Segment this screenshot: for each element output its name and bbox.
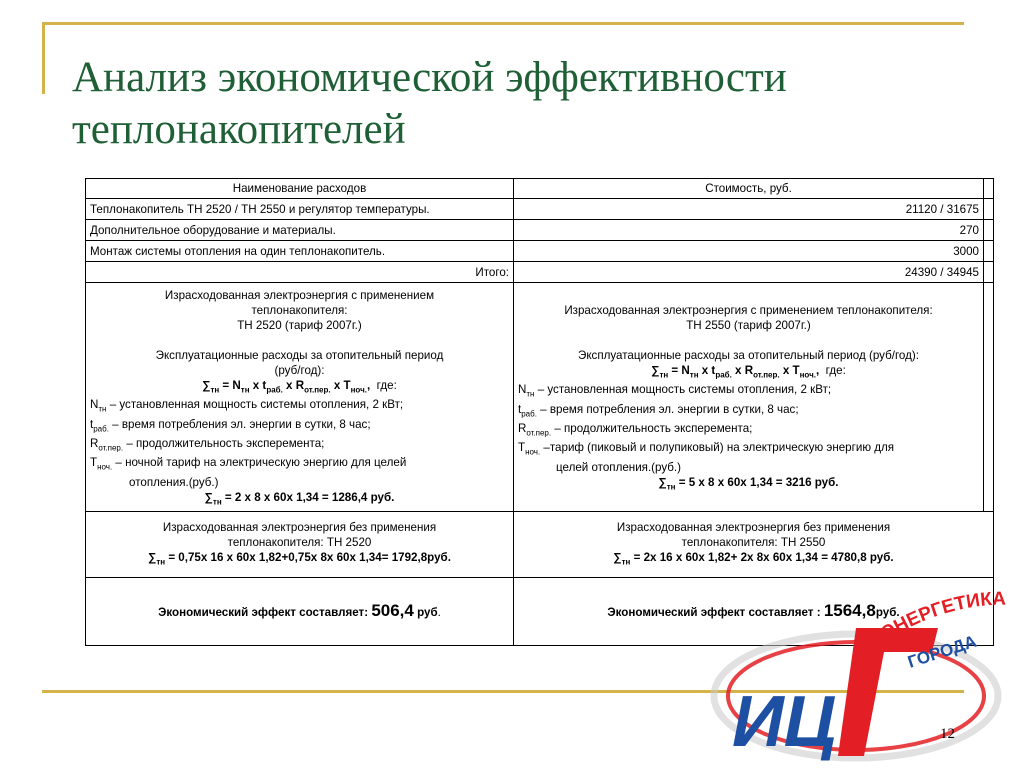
table-header-row: [86, 179, 994, 199]
row-name-cell: Теплонакопитель ТН 2520 / ТН 2550 и регулятор температуры.: [86, 199, 514, 220]
result-line: $\sum_{тн} = 0,75х$ 16 х 60х 1,82+0,75х 8х 60х 1,34= 1792,8руб.: [148, 550, 451, 567]
where-label: где:: [825, 364, 846, 377]
table-row: [86, 199, 994, 220]
effect-value: 1564,8: [823, 600, 876, 620]
total-label-cell: Итого:: [86, 262, 514, 283]
table-total-row: [86, 262, 994, 283]
frame-left-line: [42, 22, 45, 94]
definition-line: $t_{раб.}$ – время потребления эл. энергии в сутки, 8 час;: [518, 402, 799, 418]
effect-value: 506,4: [371, 600, 414, 620]
definition-text: – продолжительность эксперемента;: [126, 436, 325, 450]
without-accumulator-2550-cell: [514, 511, 994, 577]
row-cost-cell: 270: [514, 220, 984, 241]
definition-text: – продолжительность эксперемента;: [554, 421, 753, 435]
logo-letters: ИЦ: [732, 682, 837, 762]
economic-effect-2520-cell: Экономический эффект составляет: 506,4 руб.: [86, 577, 514, 645]
header-name-cell: Наименование расходов: [86, 179, 514, 199]
where-label: где:: [376, 379, 397, 392]
result-line: $\sum_{тн} = 2$ х 8 х 60х 1,34 = 1286,4 руб.: [204, 490, 395, 506]
with-accumulator-2550-cell: [514, 283, 984, 512]
result-text: = 2 х 8 х 60х 1,34 = 1286,4 руб.: [224, 490, 395, 504]
text-line: Эксплуатационные расходы за отопительный период: [155, 349, 444, 362]
definition-line: $Т_{ноч.}$ –тариф (пиковый и полупиковый) на электрическую энергию для: [518, 441, 895, 457]
frame-top-line: [42, 22, 964, 25]
edge-cell: [984, 241, 994, 262]
table-row: [86, 241, 994, 262]
logo-energetika-goroda: [706, 578, 1024, 768]
edge-cell: [984, 220, 994, 241]
definition-line: $Т_{ноч.}$ – ночной тариф на электрическую энергию для целей: [90, 456, 407, 472]
row-cost-cell: 21120 / 31675: [514, 199, 984, 220]
text-line: Израсходованная электроэнергия с применением: [164, 289, 435, 302]
definition-line: $R_{от.пер.}$ – продолжительность эксперемента;: [90, 436, 325, 453]
result-line: $\sum_{тн} = 2х$ 16 х 60х 1,82+ 2х 8х 60х 1,34 = 4780,8 руб.: [613, 550, 894, 567]
definition-line: $t_{раб.}$ – время потребления эл. энергии в сутки, 8 час;: [90, 417, 371, 433]
row-name-cell: Монтаж системы отопления на один теплонакопитель.: [86, 241, 514, 262]
with-accumulator-row: [86, 283, 994, 512]
slide-title-line1: Анализ экономической эффективности: [72, 54, 787, 101]
definition-line: $N_{тн}$ – установленная мощность системы отопления, 2 кВт;: [518, 383, 832, 399]
definition-text: – установленная мощность системы отопления, 2 кВт;: [109, 398, 404, 412]
definition-line: $N_{тн}$ – установленная мощность системы отопления, 2 кВт;: [90, 398, 404, 414]
edge-cell: [984, 262, 994, 283]
definition-text: –тариф (пиковый и полупиковый) на электрическую энергию для: [543, 441, 895, 455]
formula-line: $\sum_{тн} = N_{тн}$ х $t_{раб.}$ х $R_{от.пер.}$ х $Т_{ноч.}$, где:: [651, 364, 846, 380]
row-cost-cell: 3000: [514, 241, 984, 262]
definition-line: целей отопления.(руб.): [556, 460, 682, 474]
result-text: = 2х 16 х 60х 1,82+ 2х 8х 60х 1,34 = 4780,8 руб.: [633, 550, 894, 564]
edge-cell: [984, 199, 994, 220]
slide-title: [72, 52, 952, 156]
header-cost-cell: Стоимость, руб.: [514, 179, 984, 199]
result-text: = 0,75х 16 х 60х 1,82+0,75х 8х 60х 1,34= 1792,8руб.: [168, 550, 451, 564]
definition-text: – установленная мощность системы отопления, 2 кВт;: [537, 383, 832, 397]
effect-label: Экономический эффект составляет:: [158, 605, 369, 619]
costs-table: [85, 178, 994, 646]
without-accumulator-2520-cell: [86, 511, 514, 577]
definition-line: отопления.(руб.): [129, 475, 219, 489]
edge-cell: [984, 283, 994, 512]
result-text: = 5 х 8 х 60х 1,34 = 3216 руб.: [678, 475, 839, 489]
page-number: 12: [940, 726, 955, 742]
row-name-cell: Дополнительное оборудование и материалы.: [86, 220, 514, 241]
effect-unit: руб.: [875, 605, 900, 619]
result-line: $\sum_{тн} = 5$ х 8 х 60х 1,34 = 3216 руб.: [658, 475, 839, 491]
text-line: теплонакопителя: ТН 2550: [681, 535, 826, 549]
text-line: Израсходованная электроэнергия без применения: [616, 520, 891, 534]
formula-line: $\sum_{тн} = N_{тн}$ х $t_{раб.}$ х $R_{от.пер.}$ х $Т_{ноч.}$, где:: [202, 379, 397, 395]
text-line: (руб/год):: [274, 364, 325, 377]
logo-arc-text: ЭНЕРГЕТИКА: [878, 588, 1007, 645]
text-line: Эксплуатационные расходы за отопительный период (руб/год):: [578, 349, 919, 362]
text-line: ТН 2550 (тариф 2007г.): [686, 319, 811, 332]
text-line: теплонакопителя: ТН 2520: [227, 535, 372, 549]
definition-text: – ночной тариф на электрическую энергию для целей: [115, 456, 407, 470]
slide-title-line2: теплонакопителей: [72, 106, 406, 153]
definition-text: – время потребления эл. энергии в сутки, 8 час;: [112, 417, 371, 431]
total-cost-cell: 24390 / 34945: [514, 262, 984, 283]
text-line: теплонакопителя:: [251, 304, 348, 317]
effect-label: Экономический эффект составляет :: [607, 605, 821, 619]
with-accumulator-2520-cell: [86, 283, 514, 512]
table-row: [86, 220, 994, 241]
definition-text: – время потребления эл. энергии в сутки, 8 час;: [540, 402, 799, 416]
without-accumulator-row: [86, 511, 994, 577]
text-line: Израсходованная электроэнергия с применением теплонакопителя:: [564, 304, 933, 317]
definition-line: $R_{от.пер.}$ – продолжительность эксперемента;: [518, 421, 753, 438]
text-line: Израсходованная электроэнергия без применения: [162, 520, 437, 534]
edge-cell: [984, 179, 994, 199]
text-line: ТН 2520 (тариф 2007г.): [237, 319, 362, 332]
logo-sub-text: ГОРОДА: [905, 631, 979, 672]
effect-unit: руб: [417, 605, 438, 619]
